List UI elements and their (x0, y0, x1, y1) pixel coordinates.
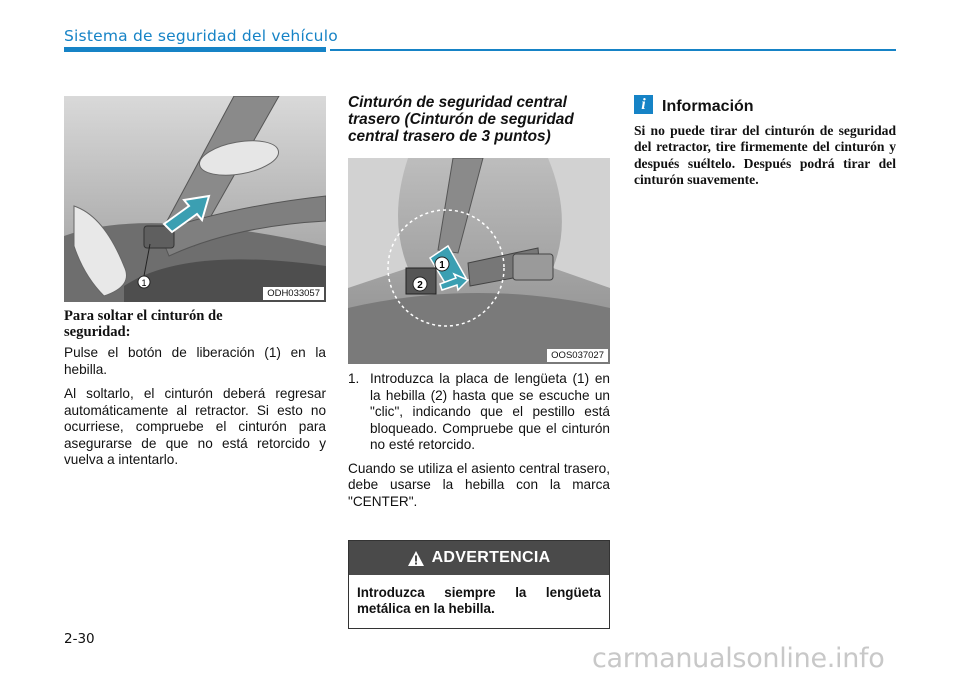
image-code: ODH033057 (263, 287, 324, 300)
center-buckle-photo (348, 158, 610, 364)
step-1 (348, 371, 610, 454)
header-rule-thin (330, 49, 896, 51)
warning-text: Introduzca siempre la lengüeta metálica en la hebilla. (357, 585, 601, 616)
header-rule-thick (64, 47, 326, 52)
callout-1: 1 (141, 278, 147, 288)
release-paragraph-1: Pulse el botón de liberación (1) en la hebilla. (64, 345, 326, 377)
left-column (64, 308, 326, 469)
release-heading: Para soltar el cinturón de seguridad: (64, 308, 223, 340)
info-text: Si no puede tirar del cinturón de seguridad del retractor, tire firmemente del cinturón y después suéltelo. Después podrá tirar del cinturón suavemente. (634, 123, 896, 188)
section-title: Sistema de seguridad del vehículo (64, 27, 338, 45)
warning-box (348, 540, 610, 629)
step-text: Introduzca la placa de lengüeta (1) en la hebilla (2) hasta que se escuche un "clic", indicando que el pestillo está bloqueado. Compruebe que el cinturón no esté retorcido. (370, 371, 610, 452)
image-code: OOS037027 (547, 349, 608, 362)
page-number: 2-30 (64, 631, 95, 647)
release-paragraph-2: Al soltarlo, el cinturón deberá regresar automáticamente al retractor. Si esto no ocurriese, compruebe el cinturón para asegurarse de que no está retorcido y vuelva a intentarlo. (64, 386, 326, 467)
callout-1: 1 (439, 260, 445, 271)
callout-2: 2 (417, 280, 423, 291)
middle-column-body (348, 371, 610, 510)
info-title: Información (662, 98, 754, 115)
warning-title: ADVERTENCIA (431, 549, 551, 566)
watermark: carmanualsonline.info (592, 643, 885, 674)
seatbelt-release-photo (64, 96, 326, 302)
center-buckle-note: Cuando se utiliza el asiento central trasero, debe usarse la hebilla con la marca "CENTER". (348, 460, 610, 509)
step-number: 1. (348, 371, 360, 386)
warning-header (349, 541, 609, 575)
warning-triangle-icon (408, 551, 424, 566)
info-icon: i (634, 95, 653, 114)
rear-center-belt-title: Cinturón de seguridad central trasero (Cinturón de seguridad central trasero de 3 puntos) (348, 94, 574, 145)
middle-column (348, 94, 610, 145)
